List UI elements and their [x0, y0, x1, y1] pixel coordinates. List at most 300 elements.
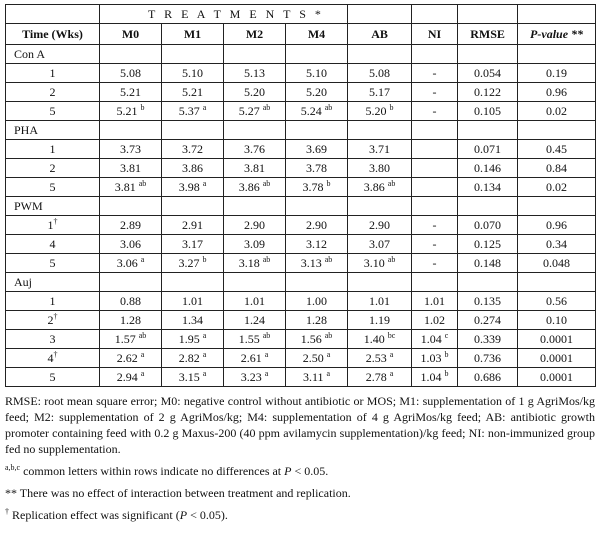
- cell-value: 3.07: [369, 236, 391, 251]
- significance-letter: a: [326, 368, 331, 378]
- cell-value: 5.37: [178, 103, 200, 118]
- value-cell: [100, 292, 162, 311]
- group-blank-cell: [458, 273, 518, 292]
- value-cell: [348, 254, 412, 273]
- significance-letter: ab: [138, 330, 147, 340]
- time-value: 4: [49, 236, 56, 251]
- time-cell: [6, 368, 100, 387]
- value-cell: [100, 330, 162, 349]
- value-cell: [162, 311, 224, 330]
- value-cell: [458, 102, 518, 121]
- group-blank-cell: [518, 197, 596, 216]
- value-cell: [348, 235, 412, 254]
- cell-value: 5.20: [365, 103, 387, 118]
- group-blank-cell: [518, 121, 596, 140]
- value-cell: [286, 254, 348, 273]
- value-cell: [224, 159, 286, 178]
- time-cell: [6, 102, 100, 121]
- cell-value: 1.19: [369, 312, 391, 327]
- cell-value: 3.71: [369, 141, 391, 156]
- time-value: 5: [49, 369, 56, 384]
- value-cell: [518, 159, 596, 178]
- header-blank-cell: [348, 5, 412, 24]
- value-cell: [412, 216, 458, 235]
- table-row: [6, 102, 596, 121]
- cell-value: 3.86: [238, 179, 260, 194]
- value-cell: [518, 368, 596, 387]
- group-blank-cell: [162, 197, 224, 216]
- table-row: [6, 311, 596, 330]
- cell-value: 2.53: [365, 350, 387, 365]
- cell-value: 3.15: [178, 369, 200, 384]
- cell-value: 2.91: [182, 217, 203, 232]
- time-value: 5: [49, 179, 56, 194]
- table-notes: [5, 393, 595, 523]
- cell-value: 3.81: [244, 160, 265, 175]
- cell-value: 3.13: [300, 255, 322, 270]
- cell-value: 2.61: [240, 350, 262, 365]
- cell-value: 3.12: [306, 236, 328, 251]
- significance-letter: a: [202, 102, 207, 112]
- significance-letter: ab: [324, 254, 333, 264]
- cell-value: 1.00: [306, 293, 328, 308]
- column-header: AB: [348, 24, 412, 45]
- significance-letter: b: [389, 102, 394, 112]
- group-name: Auj: [6, 273, 100, 292]
- value-cell: [224, 140, 286, 159]
- cell-value: 3.72: [182, 141, 203, 156]
- letters-text-2: < 0.05.: [291, 464, 329, 478]
- significance-letter: a: [202, 349, 207, 359]
- results-table: [5, 4, 596, 387]
- header-blank-cell: [6, 5, 100, 24]
- value-cell: [286, 216, 348, 235]
- significance-letter: a: [264, 349, 269, 359]
- cell-value: 3.86: [182, 160, 203, 175]
- value-cell: [458, 349, 518, 368]
- cell-value: 0.134: [474, 179, 502, 194]
- value-cell: [348, 216, 412, 235]
- cell-value: 3.80: [369, 160, 391, 175]
- significance-letter: ab: [262, 178, 271, 188]
- replication-text-1: Replication effect was significant (: [9, 508, 180, 522]
- cell-value: 3.76: [244, 141, 265, 156]
- value-cell: [162, 83, 224, 102]
- cell-value: 2.82: [178, 350, 200, 365]
- column-header: Time (Wks): [6, 24, 100, 45]
- significance-letter: a: [326, 349, 331, 359]
- cell-value: 3.81: [114, 179, 136, 194]
- value-cell: [224, 292, 286, 311]
- value-cell: [286, 140, 348, 159]
- cell-value: 0.34: [546, 236, 568, 251]
- results-table-body: [6, 45, 596, 387]
- time-cell: [6, 216, 100, 235]
- cell-value: 0.02: [546, 103, 568, 118]
- significance-letter: ab: [262, 102, 271, 112]
- table-row: [6, 292, 596, 311]
- time-value: 2: [49, 160, 56, 175]
- time-value: 2: [49, 84, 56, 99]
- time-cell: [6, 330, 100, 349]
- cell-value: 0.071: [474, 141, 502, 156]
- significance-letter: a: [140, 349, 145, 359]
- time-value: 1: [49, 65, 56, 80]
- table-row: [6, 64, 596, 83]
- group-blank-cell: [224, 197, 286, 216]
- significance-letter: a: [389, 349, 394, 359]
- cell-value: 1.28: [306, 312, 328, 327]
- cell-value: 0.0001: [540, 369, 574, 384]
- value-cell: [286, 292, 348, 311]
- cell-value: 2.94: [116, 369, 138, 384]
- value-cell: [518, 178, 596, 197]
- cell-value: 3.23: [240, 369, 262, 384]
- time-cell: [6, 311, 100, 330]
- header-blank-cell: [412, 5, 458, 24]
- significance-letter: b: [202, 254, 207, 264]
- time-cell: [6, 140, 100, 159]
- value-cell: [100, 83, 162, 102]
- value-cell: [286, 330, 348, 349]
- cell-value: 0.070: [474, 217, 502, 232]
- group-blank-cell: [286, 45, 348, 64]
- time-cell: [6, 254, 100, 273]
- cell-value: 5.21: [116, 103, 138, 118]
- value-cell: [412, 178, 458, 197]
- group-blank-cell: [412, 197, 458, 216]
- cell-value: 3.78: [302, 179, 324, 194]
- time-cell: [6, 83, 100, 102]
- cell-value: 1.01: [244, 293, 265, 308]
- column-header-row: [6, 24, 596, 45]
- value-cell: [458, 368, 518, 387]
- value-cell: [162, 235, 224, 254]
- value-cell: [286, 83, 348, 102]
- cell-value: 3.11: [302, 369, 324, 384]
- value-cell: [518, 311, 596, 330]
- value-cell: [100, 140, 162, 159]
- value-cell: [286, 311, 348, 330]
- group-blank-cell: [412, 45, 458, 64]
- column-header: NI: [412, 24, 458, 45]
- group-name: PWM: [6, 197, 100, 216]
- cell-value: 0.686: [474, 369, 502, 384]
- cell-value: 3.17: [182, 236, 203, 251]
- significance-letter: a: [202, 368, 207, 378]
- group-blank-cell: [162, 121, 224, 140]
- cell-value: 3.78: [306, 160, 328, 175]
- value-cell: [224, 330, 286, 349]
- value-cell: [286, 159, 348, 178]
- interaction-note: ** There was no effect of interaction between treatment and replication.: [5, 486, 351, 500]
- cell-value: 0.56: [546, 293, 568, 308]
- cell-value: 3.86: [363, 179, 385, 194]
- cell-value: 0.0001: [540, 331, 574, 346]
- group-row: [6, 197, 596, 216]
- cell-value: 0.84: [546, 160, 568, 175]
- group-blank-cell: [100, 45, 162, 64]
- value-cell: [100, 159, 162, 178]
- value-cell: [100, 102, 162, 121]
- cell-value: 3.06: [116, 255, 138, 270]
- time-cell: [6, 235, 100, 254]
- value-cell: [458, 216, 518, 235]
- group-blank-cell: [286, 121, 348, 140]
- value-cell: [348, 178, 412, 197]
- cell-value: 5.10: [306, 65, 328, 80]
- significance-letter: b: [140, 102, 145, 112]
- value-cell: [412, 292, 458, 311]
- value-cell: [100, 178, 162, 197]
- group-blank-cell: [286, 197, 348, 216]
- value-cell: [162, 216, 224, 235]
- significance-letter: b: [326, 178, 331, 188]
- value-cell: [348, 83, 412, 102]
- cell-value: 2.90: [369, 217, 391, 232]
- cell-value: 5.08: [120, 65, 141, 80]
- cell-value: 0.148: [474, 255, 502, 270]
- value-cell: [458, 159, 518, 178]
- value-cell: [162, 254, 224, 273]
- cell-value: 1.56: [300, 331, 322, 346]
- cell-value: 2.90: [244, 217, 265, 232]
- group-blank-cell: [412, 273, 458, 292]
- value-cell: [518, 83, 596, 102]
- significance-letter: b: [444, 368, 449, 378]
- cell-value: 0.45: [546, 141, 568, 156]
- cell-value: 3.69: [306, 141, 328, 156]
- value-cell: [224, 178, 286, 197]
- value-cell: [518, 64, 596, 83]
- time-cell: [6, 292, 100, 311]
- cell-value: 1.55: [238, 331, 260, 346]
- cell-value: -: [432, 217, 437, 232]
- value-cell: [224, 254, 286, 273]
- value-cell: [458, 311, 518, 330]
- value-cell: [458, 292, 518, 311]
- significance-letter: ab: [138, 178, 147, 188]
- group-row: [6, 121, 596, 140]
- cell-value: 2.90: [306, 217, 328, 232]
- value-cell: [286, 64, 348, 83]
- cell-value: 3.98: [178, 179, 200, 194]
- value-cell: [412, 140, 458, 159]
- value-cell: [162, 349, 224, 368]
- value-cell: [458, 83, 518, 102]
- value-cell: [412, 349, 458, 368]
- cell-value: 2.89: [120, 217, 141, 232]
- replication-dagger: †: [53, 216, 58, 226]
- treatments-label: T R E A T M E N T S *: [100, 5, 348, 24]
- group-blank-cell: [286, 273, 348, 292]
- table-row: [6, 159, 596, 178]
- significance-letter: c: [444, 330, 449, 340]
- column-header: M4: [286, 24, 348, 45]
- value-cell: [100, 254, 162, 273]
- value-cell: [348, 102, 412, 121]
- time-cell: [6, 178, 100, 197]
- significance-letter: a: [202, 330, 207, 340]
- value-cell: [224, 235, 286, 254]
- value-cell: [348, 330, 412, 349]
- column-header: P-value **: [518, 24, 596, 45]
- value-cell: [162, 368, 224, 387]
- letters-note: [5, 463, 595, 479]
- cell-value: 0.736: [474, 350, 502, 365]
- cell-value: 0.96: [546, 84, 568, 99]
- value-cell: [458, 254, 518, 273]
- cell-value: 1.01: [424, 293, 446, 308]
- value-cell: [518, 235, 596, 254]
- value-cell: [458, 235, 518, 254]
- value-cell: [224, 368, 286, 387]
- letters-p-symbol: P: [284, 464, 292, 478]
- cell-value: 0.105: [474, 103, 502, 118]
- value-cell: [518, 140, 596, 159]
- group-blank-cell: [100, 121, 162, 140]
- cell-value: 0.96: [546, 217, 568, 232]
- value-cell: [412, 330, 458, 349]
- value-cell: [412, 83, 458, 102]
- value-cell: [100, 235, 162, 254]
- cell-value: 0.339: [474, 331, 502, 346]
- value-cell: [162, 292, 224, 311]
- cell-value: 5.21: [182, 84, 203, 99]
- abbreviations-note: RMSE: root mean square error; M0: negative control without antibiotic or MOS; M1: supplementation of 1 g AgriMos/kg feed; M2: supplementation of 2 g AgriMos/kg; M4: supplementation of 4 g AgriMos/kg feed; AB: antibiotic growth promoter containing feed with 0.2 g Maxus-200 (40 ppm avilamycin supplementation)/kg feed; NI: non-immunized group fed no supplementation.: [5, 394, 595, 456]
- cell-value: 0.122: [474, 84, 502, 99]
- significance-letter: a: [202, 178, 207, 188]
- value-cell: [458, 178, 518, 197]
- value-cell: [348, 349, 412, 368]
- time-value: 1: [49, 141, 56, 156]
- value-cell: [286, 178, 348, 197]
- cell-value: -: [432, 84, 437, 99]
- cell-value: -: [432, 255, 437, 270]
- cell-value: 5.27: [238, 103, 260, 118]
- cell-value: 1.04: [420, 369, 442, 384]
- column-header: M0: [100, 24, 162, 45]
- group-blank-cell: [348, 197, 412, 216]
- group-blank-cell: [412, 121, 458, 140]
- significance-letter: ab: [324, 330, 333, 340]
- significance-letter: a: [264, 368, 269, 378]
- letters-superscript: a,b,c: [5, 463, 21, 472]
- cell-value: -: [432, 103, 437, 118]
- cell-value: 1.24: [244, 312, 265, 327]
- time-value: 3: [49, 331, 56, 346]
- value-cell: [100, 311, 162, 330]
- cell-value: 5.08: [369, 65, 391, 80]
- value-cell: [458, 330, 518, 349]
- value-cell: [162, 64, 224, 83]
- value-cell: [162, 140, 224, 159]
- time-cell: [6, 159, 100, 178]
- cell-value: 5.13: [244, 65, 265, 80]
- value-cell: [100, 64, 162, 83]
- value-cell: [224, 349, 286, 368]
- group-blank-cell: [348, 121, 412, 140]
- significance-letter: a: [140, 254, 145, 264]
- time-value: 1: [47, 217, 54, 232]
- cell-value: 0.02: [546, 179, 568, 194]
- value-cell: [286, 349, 348, 368]
- time-value: 5: [49, 103, 56, 118]
- table-row: [6, 330, 596, 349]
- value-cell: [412, 235, 458, 254]
- cell-value: 5.20: [306, 84, 328, 99]
- value-cell: [224, 64, 286, 83]
- cell-value: -: [432, 65, 437, 80]
- column-header: M1: [162, 24, 224, 45]
- cell-value: 3.10: [363, 255, 385, 270]
- value-cell: [162, 178, 224, 197]
- table-row: [6, 216, 596, 235]
- value-cell: [348, 311, 412, 330]
- significance-letter: ab: [262, 254, 271, 264]
- group-blank-cell: [348, 45, 412, 64]
- replication-text-2: < 0.05).: [187, 508, 228, 522]
- cell-value: -: [432, 236, 437, 251]
- value-cell: [412, 254, 458, 273]
- value-cell: [100, 349, 162, 368]
- value-cell: [518, 330, 596, 349]
- value-cell: [286, 235, 348, 254]
- value-cell: [224, 311, 286, 330]
- cell-value: 5.10: [182, 65, 203, 80]
- group-blank-cell: [458, 45, 518, 64]
- replication-note: [5, 507, 595, 523]
- group-blank-cell: [224, 273, 286, 292]
- group-row: [6, 273, 596, 292]
- letters-text-1: common letters within rows indicate no differences at: [20, 464, 285, 478]
- results-table-container: [5, 4, 595, 523]
- value-cell: [348, 292, 412, 311]
- column-header: RMSE: [458, 24, 518, 45]
- table-row: [6, 254, 596, 273]
- value-cell: [458, 64, 518, 83]
- value-cell: [518, 349, 596, 368]
- replication-dagger: †: [53, 349, 58, 359]
- cell-value: 5.17: [369, 84, 391, 99]
- header-blank-cell: [518, 5, 596, 24]
- cell-value: 1.40: [363, 331, 385, 346]
- group-name: PHA: [6, 121, 100, 140]
- value-cell: [224, 216, 286, 235]
- cell-value: 0.054: [474, 65, 502, 80]
- group-blank-cell: [518, 45, 596, 64]
- group-blank-cell: [458, 121, 518, 140]
- value-cell: [286, 102, 348, 121]
- value-cell: [518, 254, 596, 273]
- table-row: [6, 235, 596, 254]
- cell-value: 0.88: [120, 293, 141, 308]
- group-blank-cell: [224, 45, 286, 64]
- replication-dagger: †: [53, 311, 58, 321]
- value-cell: [162, 330, 224, 349]
- value-cell: [458, 140, 518, 159]
- cell-value: 1.02: [424, 312, 446, 327]
- table-row: [6, 349, 596, 368]
- group-blank-cell: [162, 273, 224, 292]
- group-blank-cell: [458, 197, 518, 216]
- group-blank-cell: [348, 273, 412, 292]
- cell-value: 1.95: [178, 331, 200, 346]
- value-cell: [412, 311, 458, 330]
- value-cell: [518, 216, 596, 235]
- value-cell: [412, 159, 458, 178]
- table-row: [6, 368, 596, 387]
